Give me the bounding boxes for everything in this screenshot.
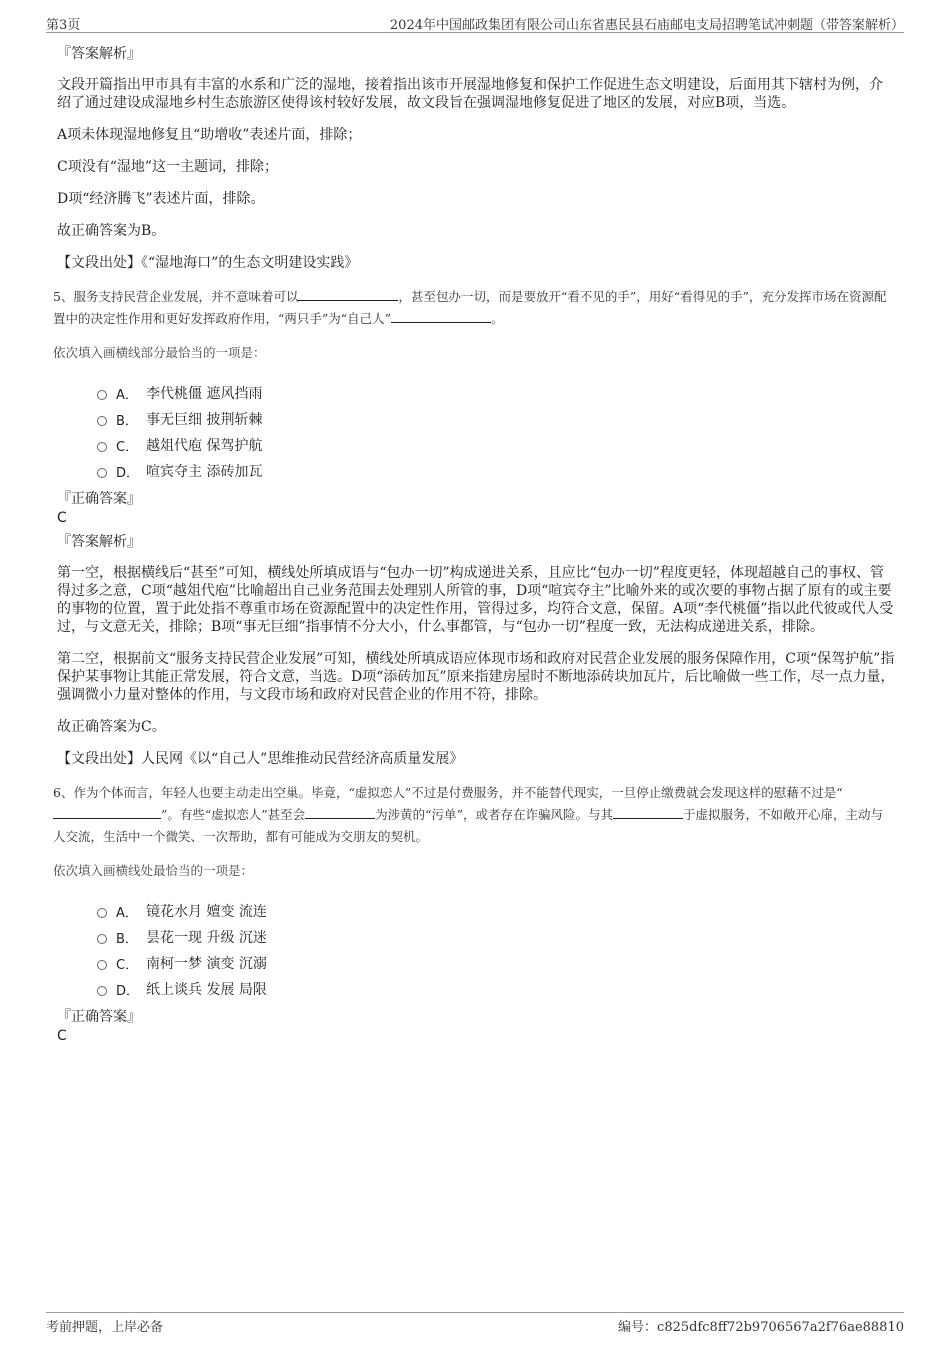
- q5-option-b[interactable]: B． 事无巨细 披荆斩棘: [97, 406, 895, 432]
- q5-answer: C: [57, 510, 67, 526]
- radio-icon[interactable]: [97, 442, 107, 452]
- q6-answer: C: [57, 1028, 67, 1044]
- page-number: 第3页: [46, 18, 81, 33]
- q5-analysis-tag: 『答案解析』: [57, 534, 141, 550]
- q5-answer-tag: 『正确答案』: [57, 491, 141, 507]
- q5-analysis-1: 第一空，根据横线后“甚至”可知，横线处所填成语与“包办一切”构成递进关系，且应比“包办一切”程度更轻，体现超越自己的事权、管得过多之意，C项“越俎代庖”比喻超出自己业务范围去处理别人所管的事，D项“喧宾夺主”比喻外来的或次要的事物占据了原有的或主要的事物的位置，置于此处指不尊重市场在资源配置中的决定性作用，管得过多，均符合文意，保留。A项“李代桃僵”指以此代彼或代人受过，与文意无关，排除；B项“事无巨细”指事情不分大小，什么事都管，与“包办一切”程度一致，无法构成递进关系，排除。: [57, 565, 894, 635]
- radio-icon[interactable]: [97, 986, 107, 996]
- q5-instruction: 依次填入画横线部分最恰当的一项是：: [53, 345, 266, 360]
- q6-option-c[interactable]: C． 南柯一梦 演变 沉溺: [97, 950, 895, 976]
- document-title: 2024年中国邮政集团有限公司山东省惠民县石庙邮电支局招聘笔试冲刺题（带答案解析）: [389, 18, 904, 33]
- q6-blank-3: [613, 806, 683, 819]
- q6-stem-part3: 为涉黄的“污单”，或者存在诈骗风险。与其: [375, 807, 613, 822]
- page-header: [46, 12, 904, 33]
- q6-blank-1: [53, 806, 161, 819]
- radio-icon[interactable]: [97, 416, 107, 426]
- q6-option-a[interactable]: A． 镜花水月 嬗变 流连: [97, 898, 895, 924]
- q5-blank-1: [298, 288, 398, 301]
- q6-stem-part2: ”。有些“虚拟恋人”甚至会: [161, 807, 306, 822]
- radio-icon[interactable]: [97, 908, 107, 918]
- q5-source: 【文段出处】人民网《以“自己人”思维推动民营经济高质量发展》: [57, 751, 464, 767]
- document-id: 编号：c825dfc8ff72b9706567a2f76ae88810: [618, 1320, 904, 1335]
- radio-icon[interactable]: [97, 960, 107, 970]
- q6-option-d[interactable]: D． 纸上谈兵 发展 局限: [97, 976, 895, 1002]
- q6-answer-tag: 『正确答案』: [57, 1009, 141, 1025]
- q4-d-note: D项“经济腾飞”表述片面，排除。: [57, 191, 265, 207]
- radio-icon[interactable]: [97, 390, 107, 400]
- q5-stem-part3: 。: [491, 311, 504, 326]
- q4-c-note: C项没有“湿地”这一主题词，排除；: [57, 159, 279, 175]
- q5-stem: [53, 286, 895, 330]
- q6-options: [97, 898, 895, 1002]
- q4-analysis: 文段开篇指出甲市具有丰富的水系和广泛的湿地，接着指出该市开展湿地修复和保护工作促进生态文明建设，后面用其下辖村为例，介绍了通过建设成湿地乡村生态旅游区使得该村较好发展，故文段旨在强调湿地修复促进了地区的发展，对应B项，当选。: [57, 77, 883, 111]
- q6-blank-2: [305, 806, 375, 819]
- main-content: [53, 44, 895, 1050]
- q5-option-d[interactable]: D． 喧宾夺主 添砖加瓦: [97, 458, 895, 484]
- radio-icon[interactable]: [97, 934, 107, 944]
- footer-slogan: 考前押题，上岸必备: [46, 1320, 164, 1335]
- radio-icon[interactable]: [97, 468, 107, 478]
- q4-analysis-tag: 『答案解析』: [57, 46, 141, 62]
- q6-stem-part1: 6、作为个体而言，年轻人也要主动走出空巢。毕竟，“虚拟恋人”不过是付费服务，并不能替代现实，一旦停止缴费就会发现这样的慰藉不过是“: [53, 785, 843, 800]
- q5-option-c[interactable]: C． 越俎代庖 保驾护航: [97, 432, 895, 458]
- q5-blank-2: [391, 310, 491, 323]
- q5-stem-part2: ，甚至包办一切，而是要放开“看不见的手”，用好“看得见的手”，充分发挥市场在资源配置中的决定性作用和更好发挥政府作用，“两只手”为“自己人”: [53, 289, 887, 326]
- q4-conclusion: 故正确答案为B。: [57, 223, 166, 239]
- q4-source: 【文段出处】《“湿地海口”的生态文明建设实践》: [57, 255, 359, 271]
- q6-stem-part4: 于虚拟服务，不如敞开心扉，主动与人交流，生活中一个微笑、一次帮助，都有可能成为交朋友的契机。: [53, 807, 883, 844]
- q5-options: [97, 380, 895, 484]
- q5-analysis-2: 第二空，根据前文“服务支持民营企业发展”可知，横线处所填成语应体现市场和政府对民营企业发展的服务保障作用，C项“保驾护航”指保护某事物让其能正常发展，符合文意，当选。D项“添砖加瓦”原来指建房屋时不断地添砖块加瓦片，后比喻做一些工作，尽一点力量，强调微小力量对整体的作用，与文段市场和政府对民营企业的作用不符，排除。: [57, 651, 895, 703]
- q5-stem-part1: 5、服务支持民营企业发展，并不意味着可以: [53, 289, 299, 304]
- q6-instruction: 依次填入画横线处最恰当的一项是：: [53, 863, 254, 878]
- q6-option-b[interactable]: B． 昙花一现 升级 沉迷: [97, 924, 895, 950]
- page-footer: [46, 1312, 904, 1337]
- q4-a-note: A项未体现湿地修复且“助增收”表述片面，排除；: [57, 127, 362, 143]
- q6-stem: [53, 782, 895, 848]
- q5-option-a[interactable]: A． 李代桃僵 遮风挡雨: [97, 380, 895, 406]
- q5-conclusion: 故正确答案为C。: [57, 719, 166, 735]
